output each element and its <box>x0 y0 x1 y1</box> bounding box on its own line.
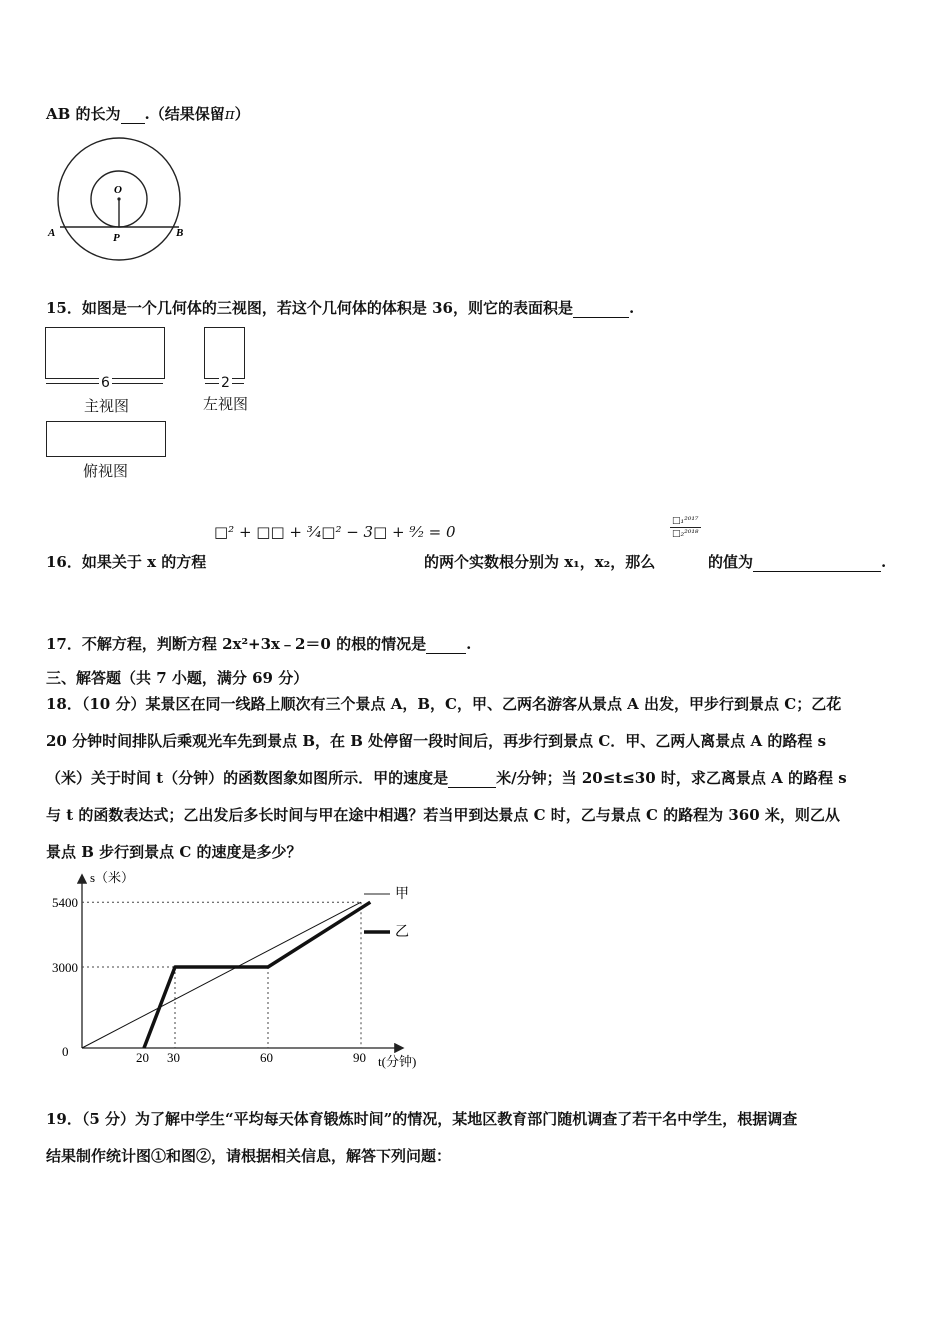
x-tick-label-30: 30 <box>167 1050 180 1065</box>
x-tick-label-90: 90 <box>353 1050 366 1065</box>
left-view-width: 2 <box>221 375 230 391</box>
q15-question: 15．如图是一个几何体的三视图，若这个几何体的体积是 36，则它的表面积是 <box>46 299 573 317</box>
x-tick-label-60: 60 <box>260 1050 273 1065</box>
q15-answer-blank[interactable] <box>573 299 629 318</box>
distance-time-chart <box>40 868 440 1078</box>
x-tick-label-20: 20 <box>136 1050 149 1065</box>
q17-end: . <box>466 635 472 653</box>
q18-line-3a: （米）关于时间 t（分钟）的函数图象如图所示．甲的速度是 <box>46 769 449 787</box>
top-view-box <box>46 421 166 457</box>
origin-label: 0 <box>62 1044 69 1059</box>
y-axis-label: s（米） <box>90 870 135 885</box>
q16-fraction-numerator: □₁²⁰¹⁷ <box>672 516 699 526</box>
left-view-label: 左视图 <box>203 395 249 413</box>
series-line-1 <box>144 902 370 1048</box>
legend-label-yi: 乙 <box>395 925 409 940</box>
label-b: B <box>176 227 184 239</box>
q16-fraction <box>670 515 701 540</box>
q17-text <box>46 633 471 654</box>
q18-line-3 <box>46 767 847 788</box>
q17-answer-blank[interactable] <box>426 635 466 654</box>
q16-end: . <box>881 553 887 571</box>
q16-tail <box>708 551 886 572</box>
y-tick-label-5400: 5400 <box>52 895 78 911</box>
q16-suffix: 的值为 <box>708 553 754 571</box>
q19-line-1: 19．（5 分）为了解中学生“平均每天体育锻炼时间”的情况，某地区教育部门随机调查了若干名中学生，根据调查 <box>46 1110 798 1128</box>
legend-label-jia: 甲 <box>395 887 409 902</box>
q14-answer-blank[interactable] <box>121 105 145 124</box>
front-view-label: 主视图 <box>84 397 130 415</box>
label-p: P <box>113 232 120 244</box>
label-a: A <box>48 227 56 239</box>
y-tick-label-3000: 3000 <box>52 960 78 975</box>
q17-question: 17．不解方程，判断方程 2x²+3x﹣2＝0 的根的情况是 <box>46 635 427 653</box>
q16-middle: 的两个实数根分别为 x₁，x₂，那么 <box>424 553 656 571</box>
q15-end: . <box>628 299 635 317</box>
top-view-label: 俯视图 <box>83 462 129 480</box>
q14-circle-figure <box>44 135 194 265</box>
series-line-0 <box>82 902 361 1048</box>
q14-close: ） <box>234 105 250 123</box>
pi-symbol: π <box>224 105 235 123</box>
q16-prefix: 16．如果关于 x 的方程 <box>46 553 207 571</box>
front-view-width: 6 <box>101 375 110 391</box>
q18-line-1: 18．（10 分）某景区在同一线路上顺次有三个景点 A，B，C，甲、乙两名游客从景点 A 出发，甲步行到景点 C；乙花 <box>46 695 842 713</box>
q16-answer-blank[interactable] <box>753 553 881 572</box>
q18-answer-blank[interactable] <box>448 769 496 788</box>
q16-equation: □² + □□ + ³⁄₄□² − 3□ + ⁹⁄₂ = 0 <box>214 523 456 541</box>
label-o: O <box>114 184 122 196</box>
q15-text <box>46 297 634 318</box>
q18-line-5: 景点 B 步行到景点 C 的速度是多少？ <box>46 843 302 861</box>
q14-prefix: AB 的长为 <box>46 105 121 123</box>
q16-fraction-denominator: □₂²⁰¹⁸ <box>672 529 699 539</box>
section-title: 三、解答题（共 7 小题，满分 69 分） <box>46 669 309 687</box>
q18-line-2: 20 分钟时间排队后乘观光车先到景点 B，在 B 处停留一段时间后，再步行到景点 C．甲、乙两人离景点 A 的路程 s <box>46 732 827 750</box>
q14-text <box>46 103 250 124</box>
center-dot <box>117 197 120 200</box>
left-view-box <box>204 327 245 379</box>
q18-line-4: 与 t 的函数表达式；乙出发后多长时间与甲在途中相遇？若当甲到达景点 C 时，乙与景点 C 的路程为 360 米，则乙从 <box>46 806 840 824</box>
q14-suffix: .（结果保留 <box>144 105 225 123</box>
x-axis-label: t(分钟) <box>378 1054 417 1069</box>
q18-line-3b: 米/分钟；当 20≤t≤30 时，求乙离景点 A 的路程 s <box>496 769 847 787</box>
q19-line-2: 结果制作统计图①和图②，请根据相关信息，解答下列问题： <box>46 1147 452 1165</box>
front-view-box <box>45 327 165 379</box>
